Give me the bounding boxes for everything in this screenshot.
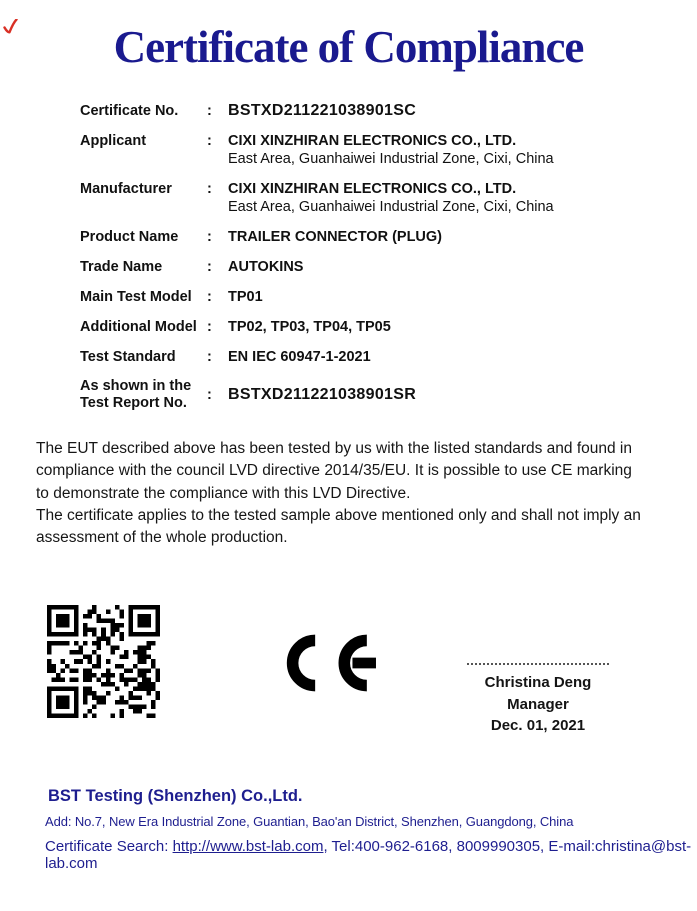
certificate-search-link[interactable]: http://www.bst-lab.com	[172, 838, 324, 856]
signatory-name: Christina Deng	[484, 674, 592, 692]
field-colon: :	[207, 387, 212, 403]
field-row	[80, 132, 697, 168]
field-value-subline: East Area, Guanhaiwei Industrial Zone, Cixi, China	[228, 199, 554, 215]
field-value: TRAILER CONNECTOR (PLUG)	[228, 229, 443, 245]
field-colon: :	[207, 181, 212, 197]
field-label: As shown in the Test Report No.	[80, 378, 192, 411]
field-row	[80, 318, 697, 336]
field-row	[80, 378, 697, 412]
page-title: Certificate of Compliance	[113, 22, 584, 72]
field-colon: :	[207, 103, 212, 119]
field-label: Test Standard	[80, 349, 176, 365]
certificate-search-label: Certificate Search:	[45, 838, 173, 856]
field-value: CIXI XINZHIRAN ELECTRONICS CO., LTD. East Area, Guanhaiwei Industrial Zone, Cixi, China	[228, 133, 554, 167]
field-row	[80, 228, 697, 246]
field-row	[80, 348, 697, 366]
field-row	[80, 102, 697, 120]
statement-paragraph-2: The certificate applies to the tested sample above mentioned only and shall not imply an assessment of the whole production.	[36, 506, 641, 547]
field-value: CIXI XINZHIRAN ELECTRONICS CO., LTD. East Area, Guanhaiwei Industrial Zone, Cixi, China	[228, 181, 554, 215]
footer-company-name: BST Testing (Shenzhen) Co.,Ltd.	[48, 787, 303, 806]
field-label: Product Name	[80, 229, 179, 245]
field-colon: :	[207, 259, 212, 275]
field-value: TP01	[228, 289, 263, 305]
certificate-page	[0, 22, 697, 911]
qr-code-icon	[47, 605, 160, 718]
field-row	[80, 258, 697, 276]
field-label: Additional Model	[80, 319, 197, 335]
field-label: Trade Name	[80, 259, 163, 275]
signatory-title: Manager	[507, 695, 569, 713]
field-value: BSTXD211221038901SR	[228, 386, 417, 403]
footer-address: Add: No.7, New Era Industrial Zone, Guantian, Bao'an District, Shenzhen, Guangdong, China	[45, 814, 574, 830]
red-pen-mark-icon	[3, 19, 18, 35]
field-label: Manufacturer	[80, 181, 172, 197]
certificate-fields-table	[80, 102, 697, 412]
signature-date: Dec. 01, 2021	[490, 717, 586, 735]
field-value: AUTOKINS	[228, 259, 304, 275]
footer-contact-info: , Tel:400-962-6168, 8009990305, E-mail:christina@bst-lab.com	[45, 838, 692, 873]
compliance-statement	[0, 438, 697, 549]
field-label: Certificate No.	[80, 103, 179, 119]
field-row	[80, 288, 697, 306]
field-colon: :	[207, 289, 212, 305]
footer-certificate-search-line	[45, 838, 697, 872]
field-value: TP02, TP03, TP04, TP05	[228, 319, 391, 335]
field-value: BSTXD211221038901SC	[228, 102, 417, 119]
statement-paragraph-1: The EUT described above has been tested by us with the listed standards and found in compliance with the council LVD directive 2014/35/EU. It is possible to use CE marking to demonstrate the compliance with this LVD Directive.	[36, 440, 632, 502]
field-colon: :	[207, 349, 212, 365]
field-row	[80, 180, 697, 216]
marks-and-signature-row	[0, 587, 697, 762]
signature-dotted-line	[467, 663, 609, 665]
field-label: Applicant	[80, 133, 147, 149]
field-colon: :	[207, 133, 212, 149]
field-colon: :	[207, 229, 212, 245]
field-value: EN IEC 60947-1-2021	[228, 349, 371, 365]
field-colon: :	[207, 319, 212, 335]
field-value-subline: East Area, Guanhaiwei Industrial Zone, Cixi, China	[228, 151, 554, 167]
footer	[0, 787, 697, 872]
signature-block	[448, 663, 628, 737]
ce-mark-icon	[273, 629, 381, 697]
field-label: Main Test Model	[80, 289, 192, 305]
